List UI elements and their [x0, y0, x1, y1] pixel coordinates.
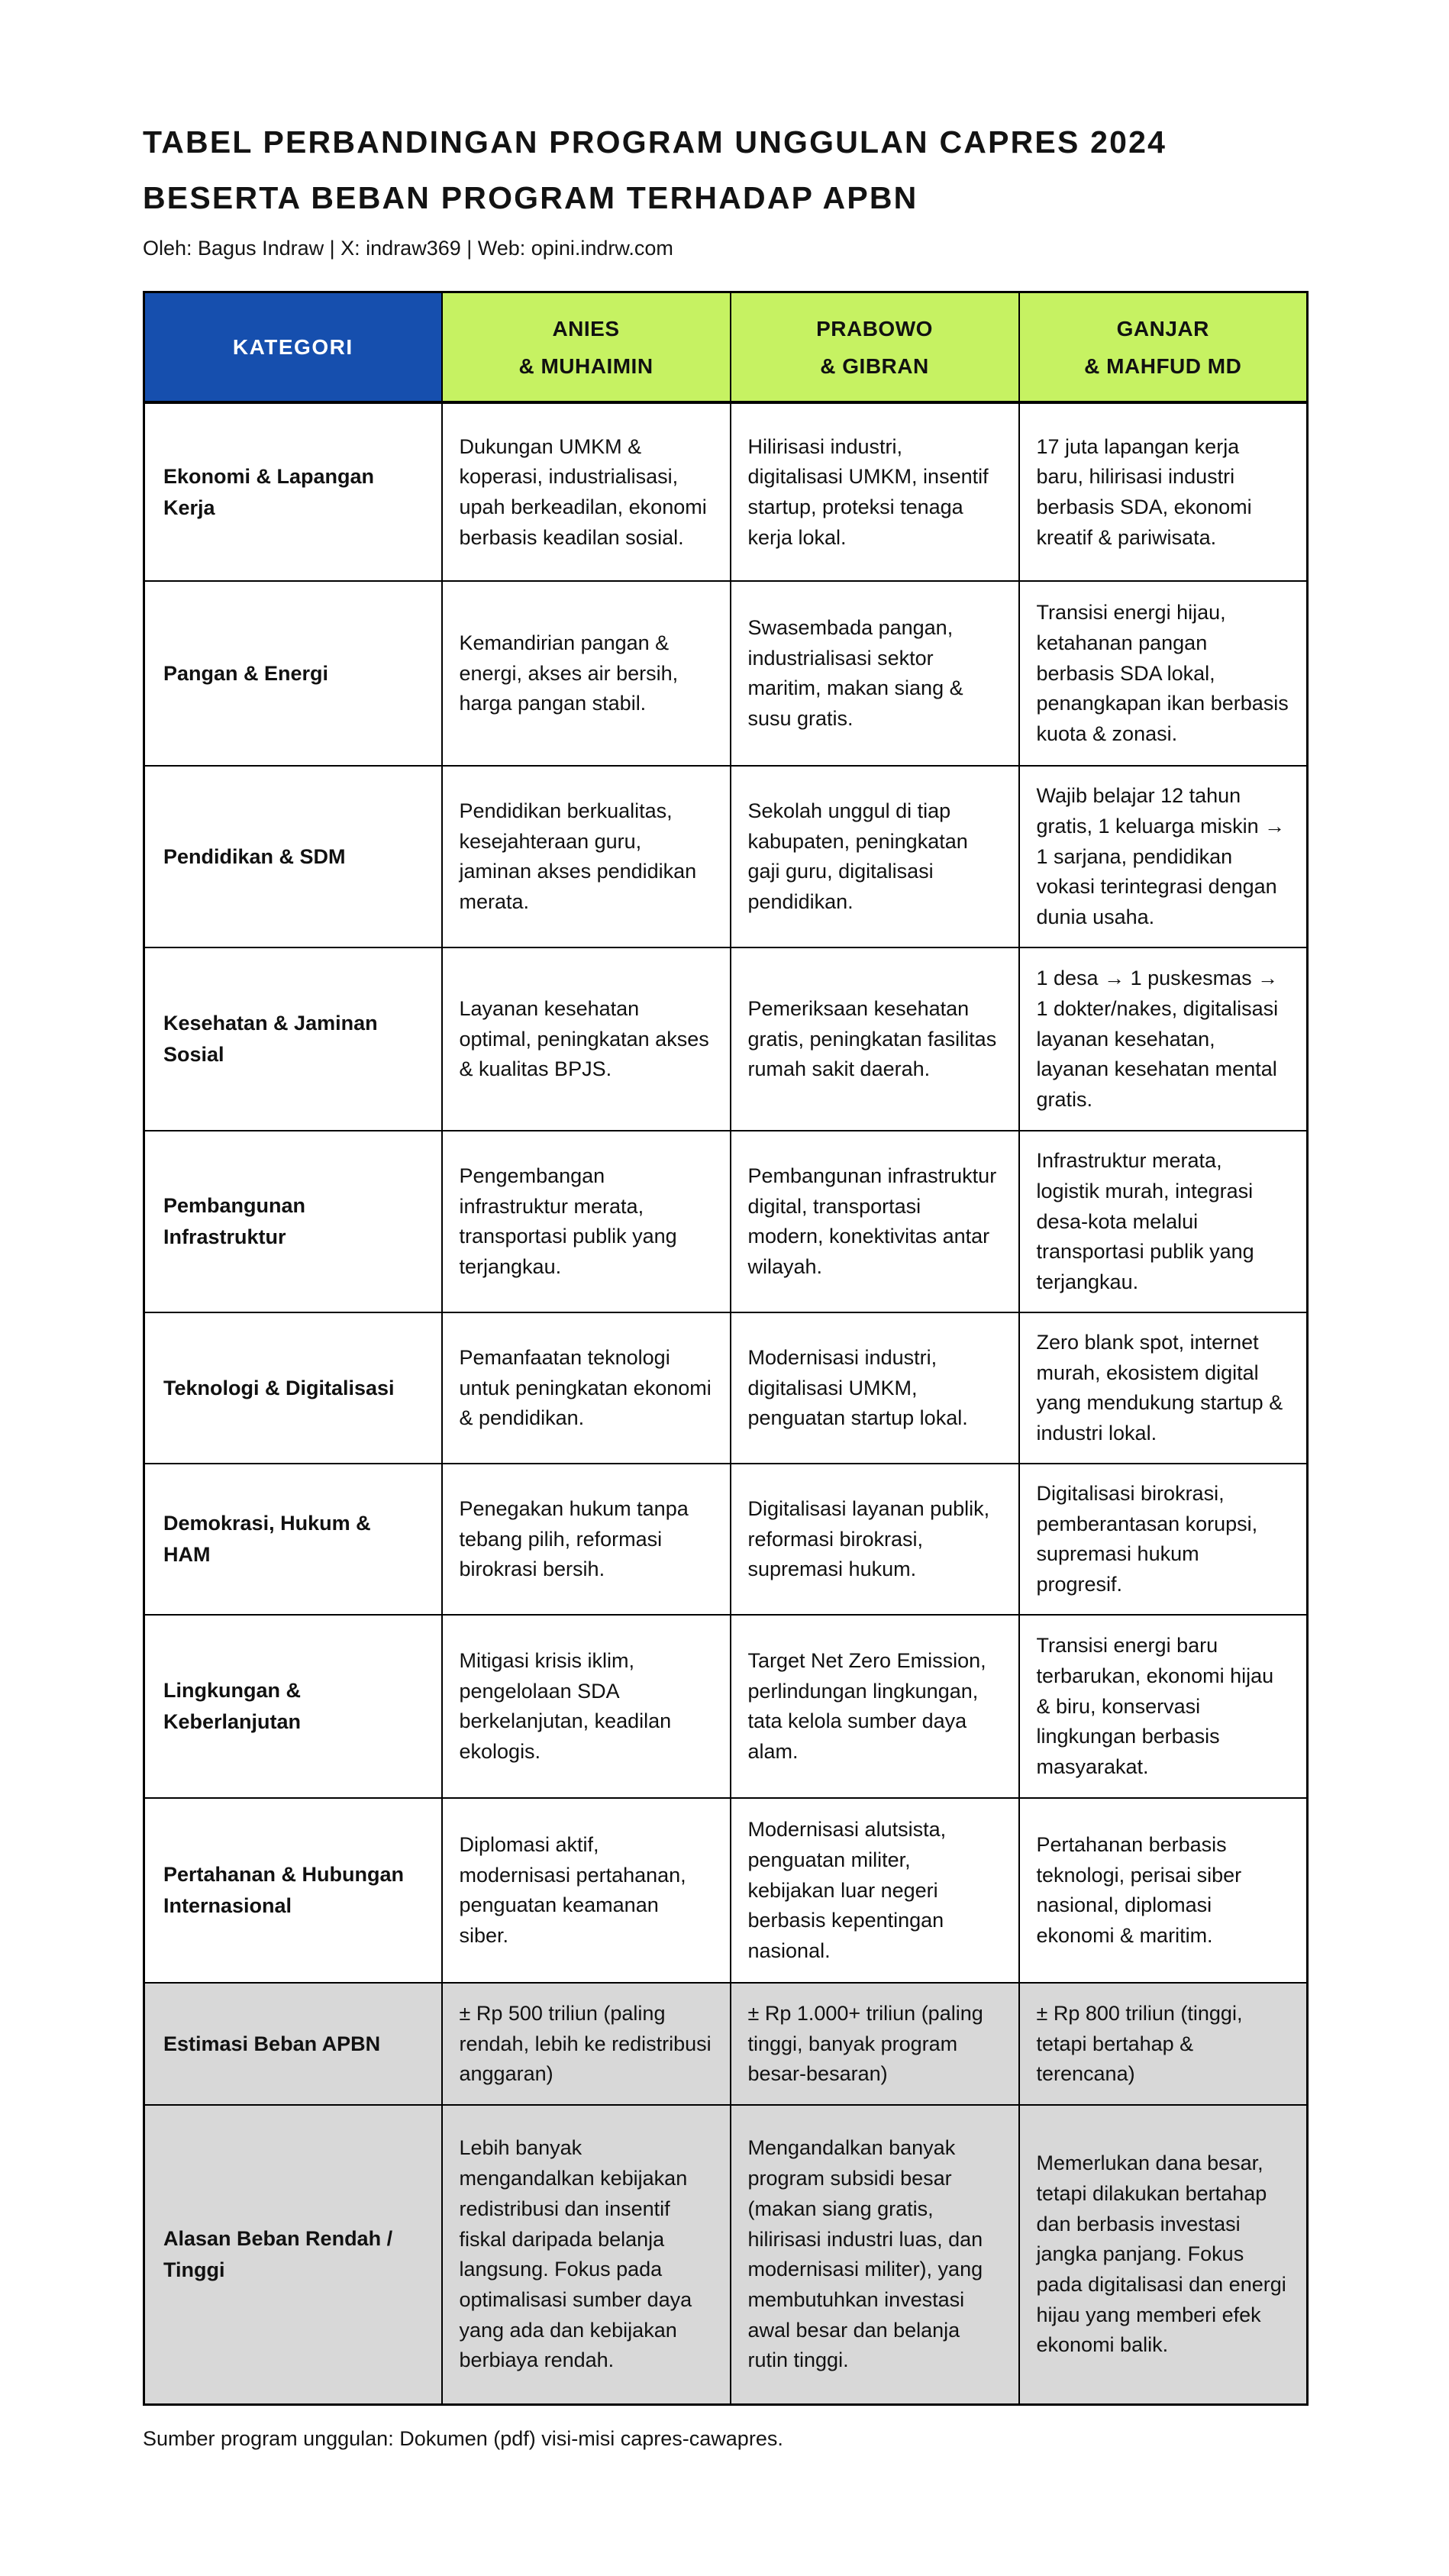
- header-anies-line2: & MUHAIMIN: [518, 353, 654, 378]
- table-row: [144, 947, 1308, 1131]
- anies-cell: Layanan kesehatan optimal, peningkatan akses & kualitas BPJS.: [442, 947, 731, 1131]
- ganjar-cell: Infrastruktur merata, logistik murah, integrasi desa-kota melalui transportasi publik yang terjangkau.: [1019, 1131, 1308, 1312]
- table-row-apbn-estimate: [144, 1983, 1308, 2105]
- anies-cell: ± Rp 500 triliun (paling rendah, lebih ke redistribusi anggaran): [442, 1983, 731, 2105]
- prabowo-cell: Digitalisasi layanan publik, reformasi birokrasi, supremasi hukum.: [731, 1464, 1019, 1615]
- anies-cell: Lebih banyak mengandalkan kebijakan redistribusi dan insentif fiskal daripada belanja langsung. Fokus pada optimalisasi sumber daya yang ada dan kebijakan berbiaya rendah.: [442, 2105, 731, 2404]
- prabowo-cell: Modernisasi alutsista, penguatan militer, kebijakan luar negeri berbasis kepentingan nasional.: [731, 1798, 1019, 1983]
- table-row: [144, 581, 1308, 766]
- category-cell: Teknologi & Digitalisasi: [144, 1312, 442, 1464]
- prabowo-cell: Pembangunan infrastruktur digital, transportasi modern, konektivitas antar wilayah.: [731, 1131, 1019, 1312]
- ganjar-cell: Pertahanan berbasis teknologi, perisai siber nasional, diplomasi ekonomi & maritim.: [1019, 1798, 1308, 1983]
- anies-cell: Dukungan UMKM & koperasi, industrialisasi, upah berkeadilan, ekonomi berbasis keadilan sosial.: [442, 402, 731, 581]
- category-cell: Kesehatan & Jaminan Sosial: [144, 947, 442, 1131]
- anies-cell: Pemanfaatan teknologi untuk peningkatan ekonomi & pendidikan.: [442, 1312, 731, 1464]
- category-cell: Demokrasi, Hukum & HAM: [144, 1464, 442, 1615]
- ganjar-cell: Transisi energi baru terbarukan, ekonomi hijau & biru, konservasi lingkungan berbasis masyarakat.: [1019, 1615, 1308, 1798]
- table-row-burden-reason: [144, 2105, 1308, 2404]
- anies-cell: Pengembangan infrastruktur merata, transportasi publik yang terjangkau.: [442, 1131, 731, 1312]
- category-cell: Alasan Beban Rendah / Tinggi: [144, 2105, 442, 2404]
- prabowo-cell: Pemeriksaan kesehatan gratis, peningkatan fasilitas rumah sakit daerah.: [731, 947, 1019, 1131]
- ganjar-cell: 17 juta lapangan kerja baru, hilirisasi industri berbasis SDA, ekonomi kreatif & pariwisata.: [1019, 402, 1308, 581]
- prabowo-cell: Mengandalkan banyak program subsidi besar (makan siang gratis, hilirisasi industri luas, dan modernisasi militer), yang membutuhkan investasi awal besar dan belanja rutin tinggi.: [731, 2105, 1019, 2404]
- header-ganjar-line2: & MAHFUD MD: [1084, 353, 1242, 378]
- table-row: [144, 1464, 1308, 1615]
- header-prabowo-line2: & GIBRAN: [820, 353, 929, 378]
- ganjar-cell: Zero blank spot, internet murah, ekosistem digital yang mendukung startup & industri lokal.: [1019, 1312, 1308, 1464]
- category-cell: Ekonomi & Lapangan Kerja: [144, 402, 442, 581]
- category-cell: Lingkungan & Keberlanjutan: [144, 1615, 442, 1798]
- category-cell: Estimasi Beban APBN: [144, 1983, 442, 2105]
- ganjar-cell: Digitalisasi birokrasi, pemberantasan korupsi, supremasi hukum progresif.: [1019, 1464, 1308, 1615]
- ganjar-cell: Transisi energi hijau, ketahanan pangan berbasis SDA lokal, penangkapan ikan berbasis kuota & zonasi.: [1019, 581, 1308, 766]
- prabowo-cell: Sekolah unggul di tiap kabupaten, peningkatan gaji guru, digitalisasi pendidikan.: [731, 766, 1019, 947]
- header-anies-line1: ANIES: [552, 316, 620, 341]
- header-ganjar-mahfud: [1019, 292, 1308, 402]
- prabowo-cell: Target Net Zero Emission, perlindungan lingkungan, tata kelola sumber daya alam.: [731, 1615, 1019, 1798]
- header-row: [144, 292, 1308, 402]
- table-row: [144, 1615, 1308, 1798]
- table-row: [144, 1312, 1308, 1464]
- table-row: [144, 766, 1308, 947]
- comparison-table: [143, 291, 1309, 2406]
- ganjar-cell: 1 desa → 1 puskesmas → 1 dokter/nakes, digitalisasi layanan kesehatan, layanan kesehatan mental gratis.: [1019, 947, 1308, 1131]
- table-row: [144, 1131, 1308, 1312]
- header-anies-muhaimin: [442, 292, 731, 402]
- ganjar-cell: Wajib belajar 12 tahun gratis, 1 keluarga miskin → 1 sarjana, pendidikan vokasi terintegrasi dengan dunia usaha.: [1019, 766, 1308, 947]
- anies-cell: Diplomasi aktif, modernisasi pertahanan, penguatan keamanan siber.: [442, 1798, 731, 1983]
- header-kategori: KATEGORI: [144, 292, 442, 402]
- ganjar-cell: ± Rp 800 triliun (tinggi, tetapi bertahap & terencana): [1019, 1983, 1308, 2105]
- prabowo-cell: ± Rp 1.000+ triliun (paling tinggi, banyak program besar-besaran): [731, 1983, 1019, 2105]
- table-row: [144, 1798, 1308, 1983]
- header-prabowo-gibran: [731, 292, 1019, 402]
- category-cell: Pertahanan & Hubungan Internasional: [144, 1798, 442, 1983]
- prabowo-cell: Hilirisasi industri, digitalisasi UMKM, insentif startup, proteksi tenaga kerja lokal.: [731, 402, 1019, 581]
- page-title-line1: TABEL PERBANDINGAN PROGRAM UNGGULAN CAPRES 2024: [143, 124, 1167, 160]
- prabowo-cell: Swasembada pangan, industrialisasi sektor maritim, makan siang & susu gratis.: [731, 581, 1019, 766]
- anies-cell: Penegakan hukum tanpa tebang pilih, reformasi birokrasi bersih.: [442, 1464, 731, 1615]
- page-title-line2: BESERTA BEBAN PROGRAM TERHADAP APBN: [143, 179, 918, 215]
- page-title: [143, 115, 1307, 226]
- category-cell: Pendidikan & SDM: [144, 766, 442, 947]
- anies-cell: Mitigasi krisis iklim, pengelolaan SDA berkelanjutan, keadilan ekologis.: [442, 1615, 731, 1798]
- header-ganjar-line1: GANJAR: [1116, 316, 1209, 341]
- anies-cell: Kemandirian pangan & energi, akses air bersih, harga pangan stabil.: [442, 581, 731, 766]
- header-prabowo-line1: PRABOWO: [816, 316, 933, 341]
- table-row: [144, 402, 1308, 581]
- category-cell: Pembangunan Infrastruktur: [144, 1131, 442, 1312]
- ganjar-cell: Memerlukan dana besar, tetapi dilakukan bertahap dan berbasis investasi jangka panjang. Fokus pada digitalisasi dan energi hijau yang memberi efek ekonomi balik.: [1019, 2105, 1308, 2404]
- prabowo-cell: Modernisasi industri, digitalisasi UMKM, penguatan startup lokal.: [731, 1312, 1019, 1464]
- source-note: Sumber program unggulan: Dokumen (pdf) visi-misi capres-cawapres.: [143, 2426, 783, 2450]
- anies-cell: Pendidikan berkualitas, kesejahteraan guru, jaminan akses pendidikan merata.: [442, 766, 731, 947]
- author-byline: Oleh: Bagus Indraw | X: indraw369 | Web: opini.indrw.com: [143, 236, 673, 260]
- category-cell: Pangan & Energi: [144, 581, 442, 766]
